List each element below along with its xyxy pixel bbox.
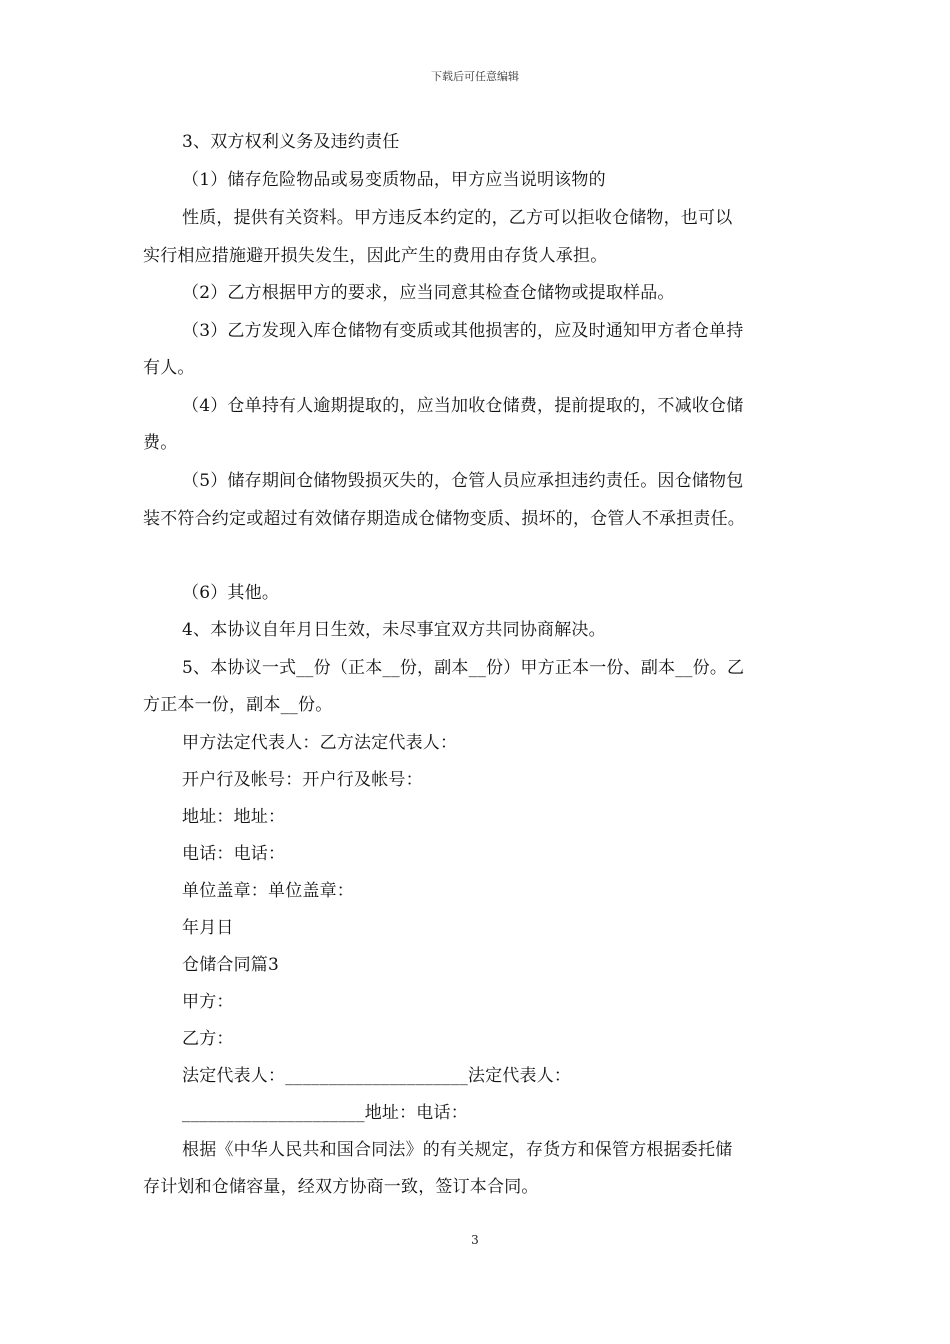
section-heading: 3、双方权利义务及违约责任: [182, 132, 400, 152]
paragraph-line: 5、本协议一式__份（正本__份，副本__份）甲方正本一份、副本__份。乙: [182, 658, 745, 678]
signature-line: 单位盖章：单位盖章：: [182, 881, 354, 901]
paragraph-line: 有人。: [143, 358, 195, 378]
paragraph-line: 存计划和仓储容量，经双方协商一致，签订本合同。: [143, 1177, 539, 1197]
paragraph-line: 费。: [143, 433, 178, 453]
page-number: 3: [471, 1233, 479, 1247]
page-header: 下载后可任意编辑: [431, 70, 519, 83]
signature-line: 地址：地址：: [182, 807, 286, 827]
signature-line: 甲方法定代表人：乙方法定代表人：: [182, 733, 458, 753]
paragraph-line: （5）储存期间仓储物毁损灭失的，仓管人员应承担违约责任。因仓储物包: [182, 471, 744, 491]
paragraph-line: 4、本协议自年月日生效，未尽事宜双方共同协商解决。: [182, 620, 606, 640]
paragraph-line: （3）乙方发现入库仓储物有变质或其他损害的，应及时通知甲方者仓单持: [182, 321, 744, 341]
paragraph-line: 方正本一份，副本__份。: [143, 695, 333, 715]
paragraph-line: （2）乙方根据甲方的要求，应当同意其检查仓储物或提取样品。: [182, 283, 675, 303]
representative-line: 法定代表人：_____________________法定代表人：: [182, 1066, 572, 1086]
paragraph-line: （6）其他。: [182, 583, 280, 603]
paragraph-line: 性质，提供有关资料。甲方违反本约定的，乙方可以拒收仓储物，也可以: [182, 208, 733, 228]
section-title: 仓储合同篇3: [182, 955, 280, 975]
party-b-line: 乙方：: [182, 1029, 234, 1049]
paragraph-line: 根据《中华人民共和国合同法》的有关规定，存货方和保管方根据委托储: [182, 1140, 733, 1160]
paragraph-line: 装不符合约定或超过有效储存期造成仓储物变质、损坏的，仓管人不承担责任。: [143, 509, 745, 529]
party-a-line: 甲方：: [182, 992, 234, 1012]
paragraph-line: （1）储存危险物品或易变质物品，甲方应当说明该物的: [182, 170, 606, 190]
signature-line: 开户行及帐号：开户行及帐号：: [182, 770, 423, 790]
signature-line: 电话：电话：: [182, 844, 286, 864]
address-line: _____________________地址：电话：: [182, 1103, 468, 1123]
paragraph-line: （4）仓单持有人逾期提取的，应当加收仓储费，提前提取的，不减收仓储: [182, 396, 744, 416]
paragraph-line: 实行相应措施避开损失发生，因此产生的费用由存货人承担。: [143, 246, 608, 266]
date-line: 年月日: [182, 918, 234, 938]
